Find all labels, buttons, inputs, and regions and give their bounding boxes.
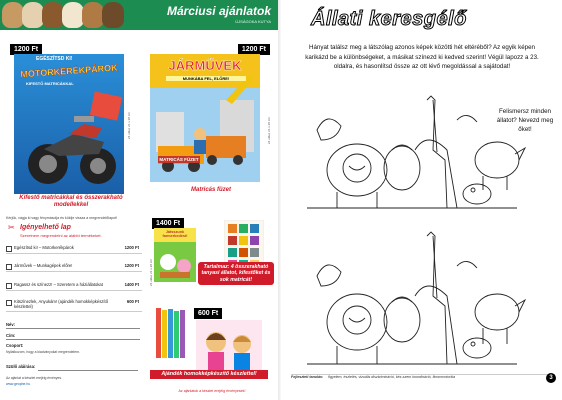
address-field[interactable] <box>6 339 140 340</box>
product-caption: Kifestő matricákkal és összerakható modellekkel <box>19 195 123 208</box>
cover-subtitle: MUNKÁBA FEL, ELŐRE! <box>166 76 246 81</box>
product-sand-art <box>146 306 274 382</box>
form-checkbox[interactable] <box>6 264 12 270</box>
form-subtitle: Szeretnem megrendelni az alábbi termékeket: <box>20 233 102 238</box>
contact-note: Nyilatkozom, hogy a kiadványokat megrendelem. <box>6 350 80 354</box>
product-spec: 24 oldal, 21 x 28 cm <box>149 259 153 286</box>
price-tag: 1400 Ft <box>152 218 184 229</box>
product-caption: Matricás füzet <box>190 187 231 193</box>
right-page <box>281 0 562 400</box>
name-field[interactable] <box>6 328 140 329</box>
form-instruction: Kérjük, vágja ki vagy fénymásolja és küldje vissza a megrendelőlapot! <box>6 216 118 220</box>
price-tag: 1200 Ft <box>10 44 42 55</box>
price-tag: 1200 Ft <box>238 44 270 55</box>
name-label: Név: <box>6 322 16 327</box>
bottom-note: Az ajánlatok a készlet erejéig érvényesek! <box>178 389 246 393</box>
order-form <box>6 216 142 398</box>
page-title: Állati keresgélő <box>311 8 467 30</box>
form-checkbox[interactable] <box>6 300 12 306</box>
product-spec: 24 oldal, 21 x 28 cm <box>267 117 271 144</box>
form-footer-url[interactable]: www.geopbe.hu <box>6 382 31 386</box>
cover-title: Játsszunk farmerkedést! <box>162 230 188 238</box>
cover-subtitle: KIFESTŐ MATRICÁKKAL <box>26 81 74 86</box>
scissors-icon: ✂ <box>8 223 15 232</box>
product-spec: 24 oldal, 21 x 28 cm <box>127 112 131 139</box>
animal-scene-bottom <box>297 226 527 366</box>
footer-skills <box>291 374 555 389</box>
product-motorkerekparok <box>6 44 134 219</box>
book-cover-sand-art <box>196 320 262 374</box>
price-tag: 600 Ft <box>194 308 222 319</box>
farm-callout: Tartalmaz: 4 összerakható tanyasi állatot, kifestőket és sok matricát! <box>198 262 274 285</box>
header-publisher: ÚJSÁGOKA KUTYA <box>235 19 271 24</box>
form-checkbox[interactable] <box>6 283 12 289</box>
page-number: 3 <box>546 373 556 383</box>
product-caption: Ajándék homokképkészítő készlettel! <box>150 370 268 379</box>
intro-text: Hányat találsz meg a látszólag azonos képek közötti hét eltéréből? Az egyik képen karikázd be a különbségeket, a másikat színezd ki kedved szerint! Végül lapozz a 23. oldalra, és hasonlítsd össze az ott lévő megoldással a sajátodat! <box>305 44 539 70</box>
form-item-2: Járművek – Munkagépek előre! 1200 Ft <box>6 263 142 272</box>
header-title: Márciusi ajánlatok <box>166 4 271 18</box>
form-item-4: Kitszínezlek, Anyukám! (ajándék homokképkészítő készlettel) 600 Ft <box>6 299 142 312</box>
signature-field[interactable] <box>38 370 138 371</box>
form-item-3: Ragassz és színezz! – Szeretem a háziállatokat 1400 Ft <box>6 282 142 291</box>
form-title: Igényelhető lap <box>20 224 71 231</box>
cover-top-line: EGÉSZÍTSD KI! <box>36 56 73 62</box>
callout-text: Felismersz minden állatot? Nevezd meg őket! <box>496 108 554 133</box>
sand-art-kit <box>154 308 190 362</box>
cover-title: JÁRMŰVEK <box>168 58 242 73</box>
footer-text: figyelem, észlelés, vizuális diszkrimináció, kéz-szem koordináció, finommotorika <box>328 375 456 379</box>
form-footer-note: Az ajánlat a készlet erejéig érvényes. <box>6 376 62 380</box>
cover-badge: MATRICÁS FÜZET <box>159 157 199 162</box>
parent-signature-label: Szülő aláírása: <box>6 364 36 369</box>
form-checkbox[interactable] <box>6 246 12 252</box>
cover-title: MOTORKERÉKPÁROK <box>20 62 118 80</box>
page-header <box>0 0 281 30</box>
pets-photo-strip <box>0 0 130 30</box>
product-farm <box>146 218 274 302</box>
animal-scene-top <box>297 90 527 210</box>
form-item-1: Egészítsd ki! – Motorkerékpárok 1200 Ft <box>6 245 142 254</box>
contact-label: Csoport: <box>6 343 24 348</box>
product-jarmuvek <box>146 44 274 214</box>
footer-label: Fejleszteti tanulás: <box>291 375 324 379</box>
address-label: Cím: <box>6 333 16 338</box>
